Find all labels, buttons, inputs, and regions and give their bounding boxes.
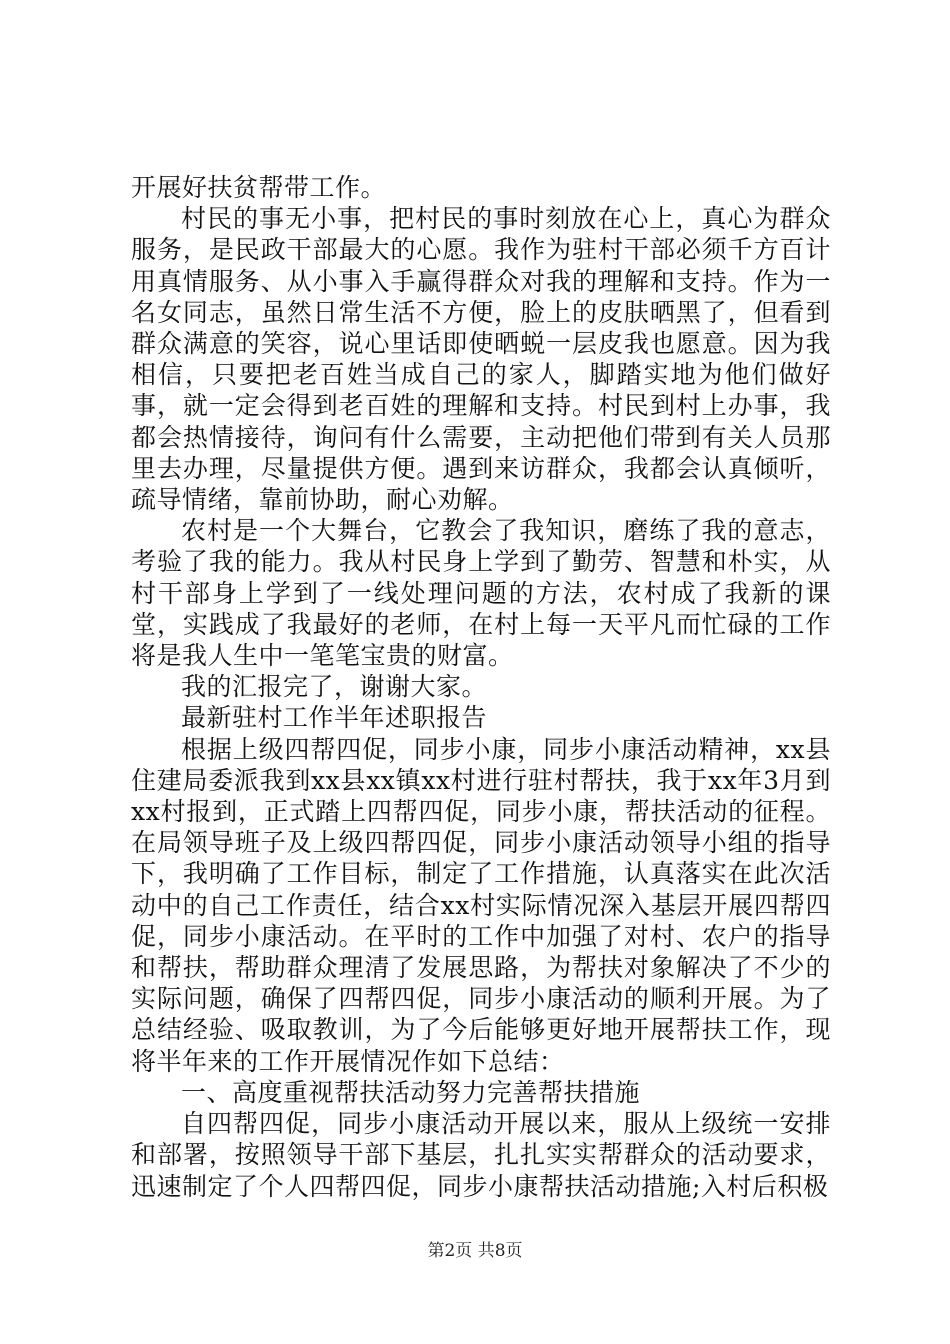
section-title: 最新驻村工作半年述职报告 bbox=[181, 703, 488, 733]
paragraph: 自四帮四促，同步小康活动开展以来，服从上级统一安排和部署，按照领导干部下基层，扎扎实实帮群众的活动要求，迅速制定了个人四帮四促，同步小康帮扶活动措施;入村后积极 bbox=[131, 1109, 831, 1201]
document-body bbox=[131, 172, 831, 1202]
paragraph: 村民的事无小事，把村民的事时刻放在心上，真心为群众服务，是民政干部最大的心愿。我作为驻村干部必须千方百计用真情服务、从小事入手赢得群众对我的理解和支持。作为一名女同志，虽然日常生活不方便，脸上的皮肤晒黑了，但看到群众满意的笑容，说心里话即使晒蜕一层皮我也愿意。因为我相信，只要把老百姓当成自己的家人，脚踏实地为他们做好事，就一定会得到老百姓的理解和支持。村民到村上办事，我都会热情接待，询问有什么需要，主动把他们带到有关人员那里去办理，尽量提供方便。遇到来访群众，我都会认真倾听，疏导情绪，靠前协助，耐心劝解。 bbox=[131, 204, 831, 515]
page-number-footer: 第2页 共8页 bbox=[427, 1241, 523, 1261]
paragraph: 开展好扶贫帮带工作。 bbox=[131, 173, 387, 202]
paragraph: 我的汇报完了，谢谢大家。 bbox=[181, 672, 488, 702]
paragraph: 农村是一个大舞台，它教会了我知识，磨练了我的意志，考验了我的能力。我从村民身上学到了勤劳、智慧和朴实，从村干部身上学到了一线处理问题的方法，农村成了我新的课堂，实践成了我最好的老师，在村上每一天平凡而忙碌的工作将是我人生中一笔笔宝贵的财富。 bbox=[131, 516, 831, 671]
section-heading: 一、高度重视帮扶活动努力完善帮扶措施 bbox=[181, 1077, 641, 1107]
paragraph: 根据上级四帮四促，同步小康，同步小康活动精神，xx县住建局委派我到xx县xx镇xx村进行驻村帮扶，我于xx年3月到xx村报到，正式踏上四帮四促，同步小康，帮扶活动的征程。在局领导班子及上级四帮四促，同步小康活动领导小组的指导下，我明确了工作目标，制定了工作措施，认真落实在此次活动中的自己工作责任，结合xx村实际情况深入基层开展四帮四促，同步小康活动。在平时的工作中加强了对村、农户的指导和帮扶，帮助群众理清了发展思路，为帮扶对象解决了不少的实际问题，确保了四帮四促，同步小康活动的顺利开展。为了总结经验、吸取教训，为了今后能够更好地开展帮扶工作，现将半年来的工作开展情况作如下总结： bbox=[131, 734, 831, 1076]
